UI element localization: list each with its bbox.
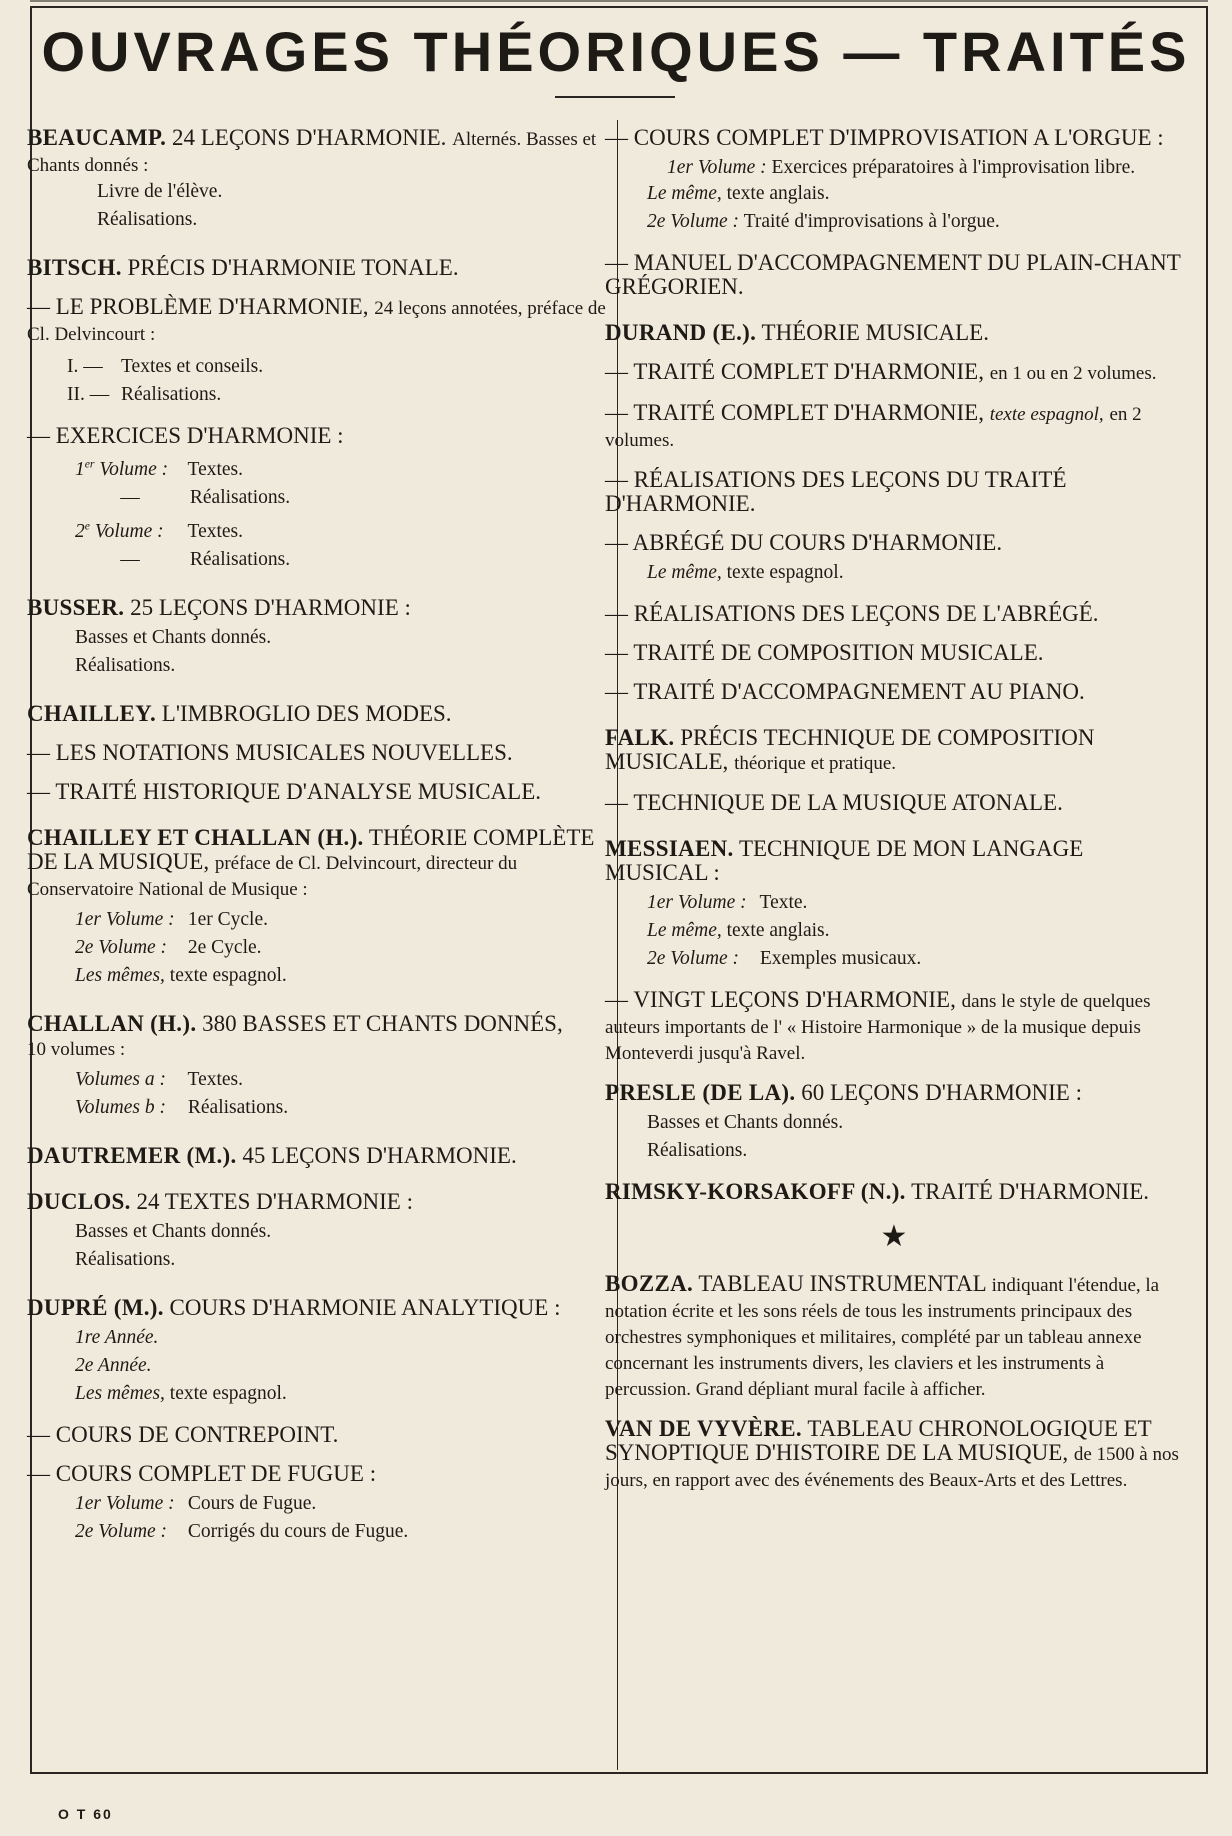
entry-notations xyxy=(27,741,607,765)
work-title: TRAITÉ D'HARMONIE. xyxy=(911,1179,1150,1204)
author: VAN DE VYVÈRE. xyxy=(605,1416,802,1441)
sub-item: Le même, texte anglais. xyxy=(647,920,830,941)
work-title: — TECHNIQUE DE LA MUSIQUE ATONALE. xyxy=(605,790,1063,815)
entry-composition xyxy=(605,641,1183,665)
sub-item: 2e Volume : 2e Cycle. xyxy=(75,937,262,958)
sub-item: 2e Volume : Traité d'improvisations à l'orgue. xyxy=(647,211,1000,232)
work-title: — VINGT LEÇONS D'HARMONIE, xyxy=(605,987,956,1012)
entry-probleme xyxy=(27,295,607,409)
sub-item: Basses et Chants donnés. xyxy=(647,1112,844,1133)
work-title: L'IMBROGLIO DES MODES. xyxy=(161,701,452,726)
left-column xyxy=(27,126,607,1568)
work-title: — MANUEL D'ACCOMPAGNEMENT DU PLAIN-CHANT GRÉGORIEN. xyxy=(605,250,1181,299)
star-separator-icon: ★ xyxy=(880,1220,908,1253)
entry-realisations-abrege xyxy=(605,602,1183,626)
author: DAUTREMER (M.). xyxy=(27,1143,237,1168)
entry-duclos xyxy=(27,1190,607,1274)
work-note: 24 leçons annotées, préface de Cl. Delvincourt : xyxy=(27,298,606,345)
entry-abrege xyxy=(605,531,1183,587)
entry-rimsky xyxy=(605,1180,1183,1204)
work-title: — LES NOTATIONS MUSICALES NOUVELLES. xyxy=(27,740,513,765)
sub-item: Livre de l'élève. xyxy=(97,181,223,202)
page-code: O T 60 xyxy=(58,1806,113,1822)
entry-bitsch xyxy=(27,256,607,280)
work-title: 24 TEXTES D'HARMONIE : xyxy=(136,1189,413,1214)
sub-item: II. — Réalisations. xyxy=(67,384,222,405)
author: BUSSER. xyxy=(27,595,125,620)
work-title: TECHNIQUE DE MON LANGAGE MUSICAL : xyxy=(605,836,1084,885)
sub-item: I. — Textes et conseils. xyxy=(67,356,264,377)
entry-contrepoint xyxy=(27,1423,607,1447)
work-title: — LE PROBLÈME D'HARMONIE, xyxy=(27,294,369,319)
work-title: — COURS COMPLET D'IMPROVISATION A L'ORGUE : xyxy=(605,125,1164,150)
work-title: 60 LEÇONS D'HARMONIE : xyxy=(801,1080,1082,1105)
sub-item: Les mêmes, texte espagnol. xyxy=(75,965,287,986)
entry-traite-complet xyxy=(605,360,1183,386)
sub-item: 1er Volume : Textes. xyxy=(75,457,244,480)
sub-item: Réalisations. xyxy=(75,655,176,676)
entry-plain-chant xyxy=(605,251,1183,299)
sub-item: Réalisations. xyxy=(647,1140,748,1161)
entry-accompagnement-piano xyxy=(605,680,1183,704)
work-title: — TRAITÉ COMPLET D'HARMONIE, xyxy=(605,400,984,425)
sub-item: 2e Volume : Corrigés du cours de Fugue. xyxy=(75,1521,409,1542)
top-rule xyxy=(30,0,1208,2)
author: RIMSKY-KORSAKOFF (N.). xyxy=(605,1179,906,1204)
entry-beaucamp xyxy=(27,126,607,234)
work-title: THÉORIE COMPLÈTE DE LA MUSIQUE, xyxy=(27,825,595,874)
sub-item: 1re Année. xyxy=(75,1327,159,1348)
title-rule xyxy=(555,96,675,98)
entry-falk xyxy=(605,726,1183,776)
work-title: 45 LEÇONS D'HARMONIE. xyxy=(242,1143,517,1168)
work-title: — ABRÉGÉ DU COURS D'HARMONIE. xyxy=(605,530,1003,555)
sub-item: Réalisations. xyxy=(75,1249,176,1270)
entry-van-de-vyvere xyxy=(605,1417,1183,1493)
entry-chailley-challan xyxy=(27,826,607,990)
sub-item: 2e Volume : Textes. xyxy=(75,519,244,542)
entry-vingt-lecons xyxy=(605,988,1183,1066)
entry-atonale xyxy=(605,791,1183,815)
work-note: théorique et pratique. xyxy=(734,753,897,774)
work-title: — EXERCICES D'HARMONIE : xyxy=(27,423,344,448)
sub-item: Les mêmes, texte espagnol. xyxy=(75,1383,287,1404)
work-title: — TRAITÉ COMPLET D'HARMONIE, xyxy=(605,359,984,384)
work-title: 380 BASSES ET CHANTS DONNÉS, xyxy=(202,1011,563,1036)
work-note: indiquant l'étendue, la notation écrite et les sons réels de tous les instruments principaux des orchestres symphoniques et militaires, complété par un tableau annexe concernant les instruments divers, les claviers et les instruments à percussion. Grand dépliant mural facile à afficher. xyxy=(605,1275,1160,1400)
sub-item: Le même, texte espagnol. xyxy=(647,562,844,583)
author: MESSIAEN. xyxy=(605,836,734,861)
sub-item: Basses et Chants donnés. xyxy=(75,1221,272,1242)
work-title: — COURS COMPLET DE FUGUE : xyxy=(27,1461,377,1486)
entry-realisations-traite xyxy=(605,468,1183,516)
sub-item: Volumes a : Textes. xyxy=(75,1069,244,1090)
work-title: PRÉCIS TECHNIQUE DE COMPOSITION MUSICALE, xyxy=(605,725,1095,774)
sub-item: 1er Volume : 1er Cycle. xyxy=(75,909,269,930)
sub-item: — Réalisations. xyxy=(120,549,291,570)
work-note: préface de Cl. Delvincourt, directeur du Conservatoire National de Musique : xyxy=(27,853,518,900)
author: BOZZA. xyxy=(605,1271,694,1296)
author: BEAUCAMP. xyxy=(27,125,167,150)
work-title: COURS D'HARMONIE ANALYTIQUE : xyxy=(169,1295,561,1320)
work-title: — TRAITÉ HISTORIQUE D'ANALYSE MUSICALE. xyxy=(27,779,542,804)
page-title: OUVRAGES THÉORIQUES — TRAITÉS xyxy=(41,20,1191,83)
author: BITSCH. xyxy=(27,255,122,280)
work-title: TABLEAU INSTRUMENTAL xyxy=(698,1271,986,1296)
sub-item: 1er Volume : Cours de Fugue. xyxy=(75,1493,317,1514)
work-note: en 2 volumes. xyxy=(605,404,1142,451)
sub-item: 1er Volume : Exercices préparatoires à l'improvisation libre. xyxy=(667,157,1136,178)
work-note: en 1 ou en 2 volumes. xyxy=(989,363,1157,384)
work-note: 10 volumes : xyxy=(27,1039,126,1060)
entry-traite-complet-espagnol xyxy=(605,401,1183,453)
sub-item: Volumes b : Réalisations. xyxy=(75,1097,289,1118)
entry-dupre xyxy=(27,1296,607,1408)
entry-exercices xyxy=(27,424,607,574)
work-title: — TRAITÉ D'ACCOMPAGNEMENT AU PIANO. xyxy=(605,679,1085,704)
work-title: — RÉALISATIONS DES LEÇONS DE L'ABRÉGÉ. xyxy=(605,601,1099,626)
entry-challan xyxy=(27,1012,607,1122)
author: PRESLE (DE LA). xyxy=(605,1080,796,1105)
work-title: — TRAITÉ DE COMPOSITION MUSICALE. xyxy=(605,640,1044,665)
work-title: 25 LEÇONS D'HARMONIE : xyxy=(130,595,411,620)
entry-dautremer xyxy=(27,1144,607,1168)
work-title: — COURS DE CONTREPOINT. xyxy=(27,1422,339,1447)
sub-item: 1er Volume : Texte. xyxy=(647,892,808,913)
entry-messiaen xyxy=(605,837,1183,973)
author: CHAILLEY. xyxy=(27,701,157,726)
entry-improvisation xyxy=(605,126,1183,236)
sub-item: — Réalisations. xyxy=(120,487,291,508)
work-note: de 1500 à nos jours, en rapport avec des événements des Beaux-Arts et des Lettres. xyxy=(605,1444,1179,1491)
sub-item: 2e Volume : Exemples musicaux. xyxy=(647,948,922,969)
entry-chailley xyxy=(27,702,607,726)
entry-fugue xyxy=(27,1462,607,1546)
author: CHALLAN (H.). xyxy=(27,1011,197,1036)
entry-presle xyxy=(605,1081,1183,1165)
work-note: Alternés. Basses et Chants donnés : xyxy=(27,129,597,176)
entry-traite-historique xyxy=(27,780,607,804)
work-title: PRÉCIS D'HARMONIE TONALE. xyxy=(127,255,459,280)
work-title: THÉORIE MUSICALE. xyxy=(761,320,989,345)
work-title: — RÉALISATIONS DES LEÇONS DU TRAITÉ D'HARMONIE. xyxy=(605,467,1067,516)
entry-bozza xyxy=(605,1272,1183,1402)
sub-item: Réalisations. xyxy=(97,209,198,230)
entry-busser xyxy=(27,596,607,680)
work-title: 24 LEÇONS D'HARMONIE. xyxy=(171,125,447,150)
right-column xyxy=(605,126,1183,1508)
author: DUCLOS. xyxy=(27,1189,131,1214)
sub-item: Le même, texte anglais. xyxy=(647,183,830,204)
author: CHAILLEY ET CHALLAN (H.). xyxy=(27,825,364,850)
sub-item: Basses et Chants donnés. xyxy=(75,627,272,648)
author: DUPRÉ (M.). xyxy=(27,1295,164,1320)
entry-durand xyxy=(605,321,1183,345)
author: DURAND (E.). xyxy=(605,320,757,345)
work-note: dans le style de quelques auteurs importants de l' « Histoire Harmonique » de la musique depuis Monteverdi jusqu'à Ravel. xyxy=(605,991,1151,1064)
work-title: TABLEAU CHRONOLOGIQUE ET SYNOPTIQUE D'HISTOIRE DE LA MUSIQUE, xyxy=(605,1416,1152,1465)
sub-item: 2e Année. xyxy=(75,1355,152,1376)
author: FALK. xyxy=(605,725,675,750)
work-note: texte espagnol, xyxy=(989,404,1104,425)
